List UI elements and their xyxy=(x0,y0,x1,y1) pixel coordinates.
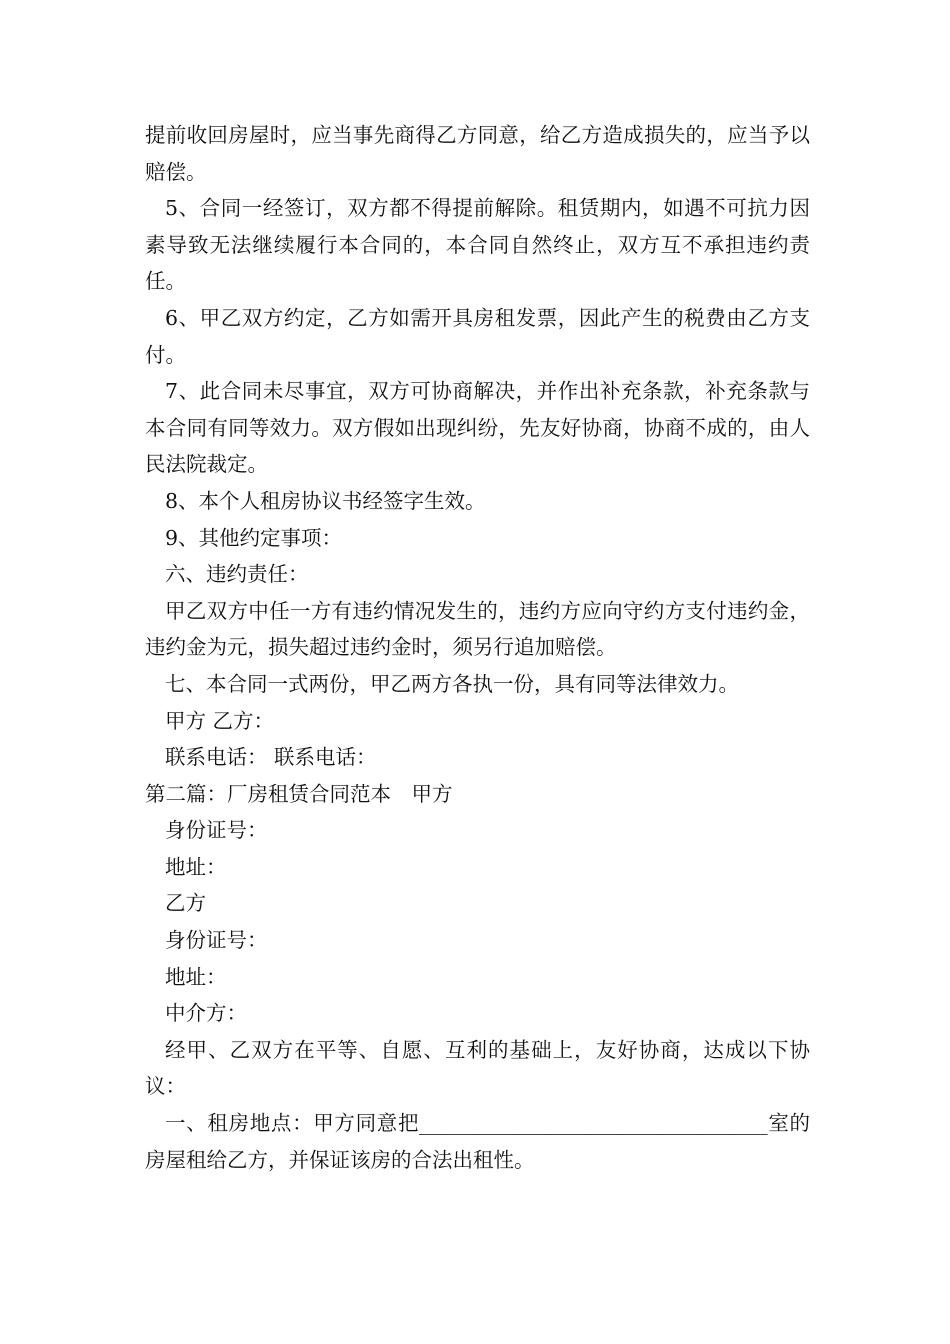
contact-phones: 联系电话： 联系电话： xyxy=(165,745,377,770)
agreement-preamble: 经甲、乙双方在平等、自愿、互利的基础上，友好协商，达成以下协议： xyxy=(145,1037,810,1099)
section-7-text: 七、本合同一式两份，甲乙两方各执一份，具有同等法律效力。 xyxy=(165,671,739,696)
party-a-address: 地址： xyxy=(165,854,227,879)
paragraph-continuation: 提前收回房屋时，应当事先商得乙方同意，给乙方造成损失的，应当予以赔偿。 xyxy=(145,123,810,184)
agent-label: 中介方： xyxy=(165,1001,247,1026)
document-page xyxy=(145,117,810,1178)
section-6-heading: 六、违约责任： xyxy=(165,562,309,587)
breach-liability-text: 甲乙双方中任一方有违约情况发生的，违约方应向守约方支付违约金，违约金为元，损失超过违约金时，须另行追加赔偿。 xyxy=(145,598,810,660)
clause-7: 7、此合同未尽事宜，双方可协商解决，并作出补充条款，补充条款与本合同有同等效力。双方假如出现纠纷，先友好协商，协商不成的，由人民法院裁定。 xyxy=(145,379,810,477)
clause-5: 5、合同一经签订，双方都不得提前解除。租赁期内，如遇不可抗力因素导致无法继续履行本合同的，本合同自然终止，双方互不承担违约责任。 xyxy=(145,196,810,294)
clause-8: 8、本个人租房协议书经签字生效。 xyxy=(165,488,486,513)
party-b-address: 地址： xyxy=(165,964,227,989)
party-b-id-number: 身份证号： xyxy=(165,928,268,953)
signature-parties: 甲方 乙方： xyxy=(165,708,275,733)
party-b-label: 乙方 xyxy=(165,891,206,916)
clause-6: 6、甲乙双方约定，乙方如需开具房租发票，因此产生的税费由乙方支付。 xyxy=(145,305,810,367)
second-article-title: 第二篇：厂房租赁合同范本 甲方 xyxy=(145,781,453,806)
clause-9: 9、其他约定事项： xyxy=(165,525,343,550)
clause-rental-location: 一、租房地点：甲方同意把__________________________________室的房屋租给乙方，并保证该房的合法出租性。 xyxy=(145,1111,810,1172)
party-a-id-number: 身份证号： xyxy=(165,818,268,843)
